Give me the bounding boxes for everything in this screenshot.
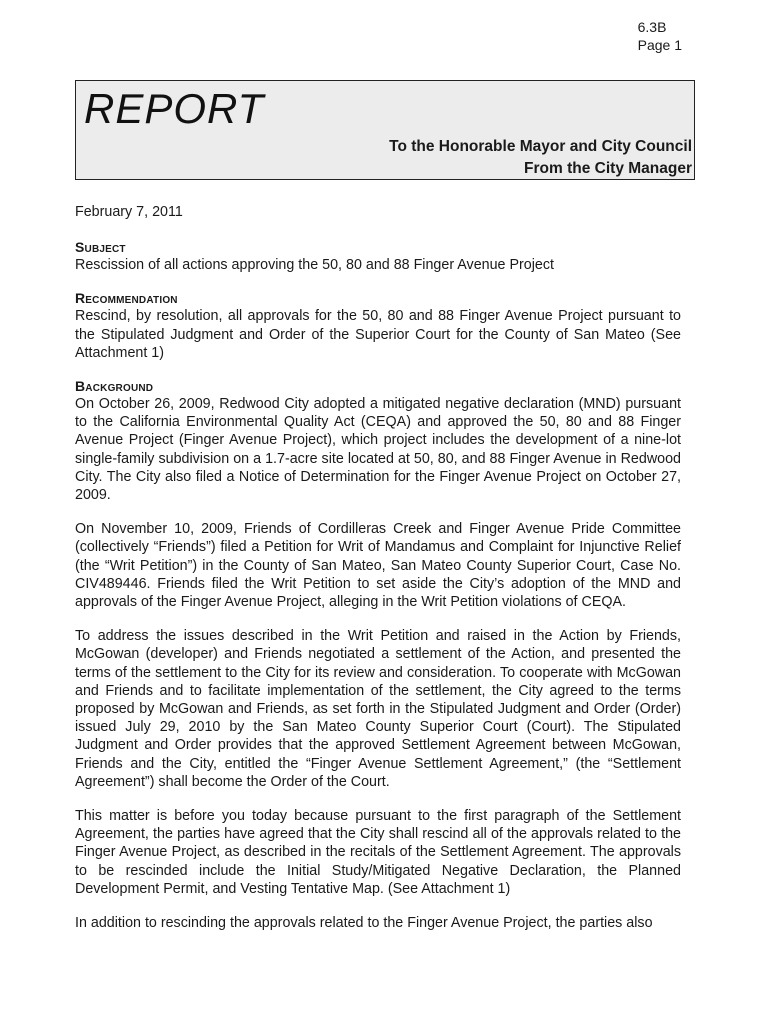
subject-text: Rescission of all actions approving the 50, 80 and 88 Finger Avenue Project — [75, 257, 554, 274]
sender-line: From the City Manager — [524, 160, 692, 177]
recommendation-heading: Recommendation — [75, 290, 178, 307]
background-paragraph-3: To address the issues described in the Writ Petition and raised in the Action by Friends, McGowan (developer) and Friends negotiated a settlement of the Action, and presented the terms of the settlement to the City for its review and consideration. To cooperate with McGowan and Friends and to facilitate implementation of the settlement, the City agreed to the terms proposed by McGowan and Friends, as set forth in the Stipulated Judgment and Order (Order) issued July 29, 2010 by the San Mateo County Superior Court (Court). The Stipulated Judgment and Order provides that the approved Settlement Agreement between McGowan, Friends and the City, entitled the “Finger Avenue Settlement Agreement,” (the “Settlement Agreement”) shall become the Order of the Court. — [75, 628, 681, 790]
background-heading: Background — [75, 378, 154, 395]
background-paragraph-4: This matter is before you today because pursuant to the first paragraph of the Settlement Agreement, the parties have agreed that the City shall rescind all of the approvals related to the Finger Avenue Project, as described in the recitals of the Settlement Agreement. The approvals to be rescinded include the Initial Study/Mitigated Negative Declaration, the Planned Development Permit, and Vesting Tentative Map. (See Attachment 1) — [75, 808, 681, 897]
report-title: REPORT — [84, 85, 265, 132]
report-body — [75, 203, 681, 948]
subject-heading: Subject — [75, 239, 126, 256]
agenda-item-number: 6.3B — [637, 19, 667, 35]
background-paragraph-5: In addition to rescinding the approvals related to the Finger Avenue Project, the parties also — [75, 915, 653, 932]
recommendation-text: Rescind, by resolution, all approvals for the 50, 80 and 88 Finger Avenue Project pursuant to the Stipulated Judgment and Order of the Superior Court for the County of San Mateo (See Attachment 1) — [75, 308, 681, 361]
page-number: Page 1 — [637, 37, 682, 53]
background-paragraph-2: On November 10, 2009, Friends of Cordilleras Creek and Finger Avenue Pride Committee (collectively “Friends”) filed a Petition for Writ of Mandamus and Complaint for Injunctive Relief (the “Writ Petition”) in the County of San Mateo, San Mateo County Superior Court, Case No. CIV489446. Friends filed the Writ Petition to set aside the City’s adoption of the MND and approvals of the Finger Avenue Project, alleging in the Writ Petition violations of CEQA. — [75, 521, 681, 611]
page-reference — [638, 18, 682, 54]
report-date: February 7, 2011 — [75, 204, 183, 220]
addressee-line: To the Honorable Mayor and City Council — [389, 138, 692, 155]
report-header-box — [75, 80, 695, 180]
background-paragraph-1: On October 26, 2009, Redwood City adopted a mitigated negative declaration (MND) pursuant to the California Environmental Quality Act (CEQA) and approved the 50, 80 and 88 Finger Avenue Project (Finger Avenue Project), which project includes the development of a nine-lot single-family subdivision on a 1.7-acre site located at 50, 80, and 88 Finger Avenue in Redwood City. The City also filed a Notice of Determination for the Finger Avenue Project on October 27, 2009. — [75, 396, 681, 504]
